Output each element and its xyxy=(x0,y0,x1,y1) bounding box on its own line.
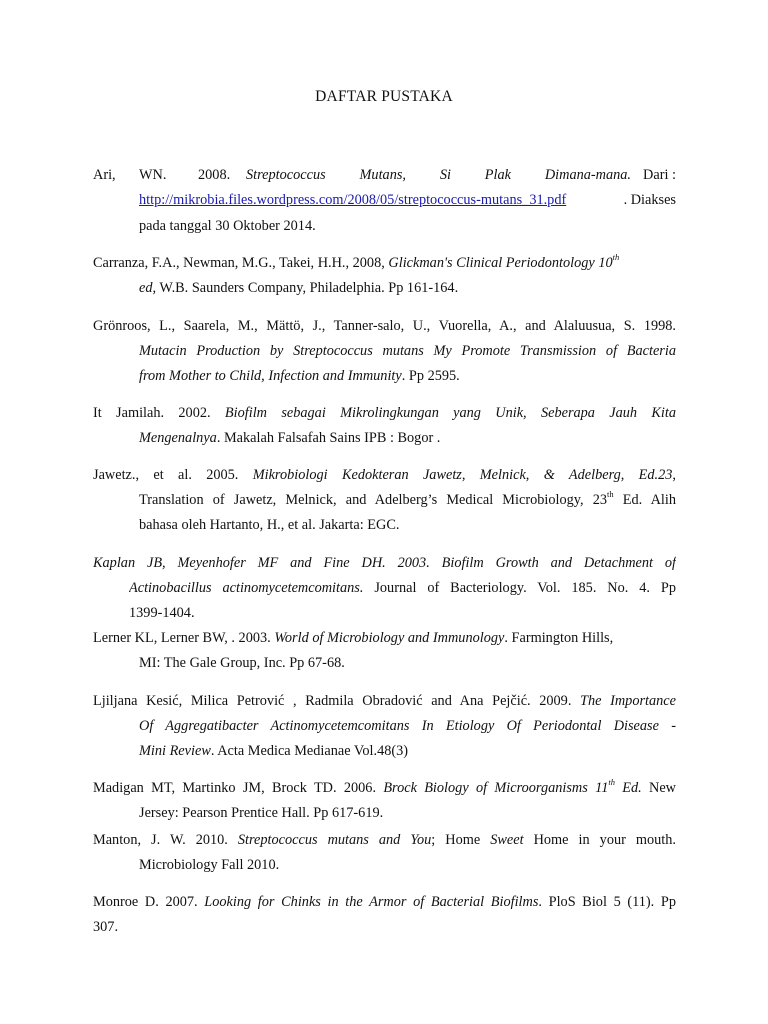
reference-line: Ari, WN. 2008. Streptococcus Mutans, Si Plak Dimana-mana. Dari : xyxy=(93,167,676,183)
reference-line: Mengenalnya. Makalah Falsafah Sains IPB : Bogor . xyxy=(139,430,441,446)
reference-line: Translation of Jawetz, Melnick, and Adelberg’s Medical Microbiology, 23th Ed. Alih xyxy=(139,491,676,508)
reference-line: Kaplan JB, Meyenhofer MF and Fine DH. 2003. Biofilm Growth and Detachment of xyxy=(93,555,676,571)
reference-line: Jersey: Pearson Prentice Hall. Pp 617-619. xyxy=(139,805,384,821)
reference-line: Actinobacillus actinomycetemcomitans. Journal of Bacteriology. Vol. 185. No. 4. Pp xyxy=(129,580,676,596)
page-title: DAFTAR PUSTAKA xyxy=(315,88,453,105)
reference-line: 1399-1404. xyxy=(129,605,195,621)
reference-line: ed, W.B. Saunders Company, Philadelphia. Pp 161-164. xyxy=(139,280,459,296)
reference-line: Jawetz., et al. 2005. Mikrobiologi Kedokteran Jawetz, Melnick, & Adelberg, Ed.23, xyxy=(93,467,676,483)
reference-line: Carranza, F.A., Newman, M.G., Takei, H.H., 2008, Glickman's Clinical Periodontology 10th xyxy=(93,252,620,271)
reference-line: http://mikrobia.files.wordpress.com/2008/05/streptococcus-mutans_31.pdf . Diakses xyxy=(139,192,676,208)
reference-line: Grönroos, L., Saarela, M., Mättö, J., Tanner-salo, U., Vuorella, A., and Alaluusua, S. 1998. xyxy=(93,318,676,334)
reference-line: Madigan MT, Martinko JM, Brock TD. 2006. Brock Biology of Microorganisms 11th Ed. New xyxy=(93,779,676,796)
reference-line: pada tanggal 30 Oktober 2014. xyxy=(139,218,316,234)
reference-line: Microbiology Fall 2010. xyxy=(139,857,280,873)
reference-line: It Jamilah. 2002. Biofilm sebagai Mikrolingkungan yang Unik, Seberapa Jauh Kita xyxy=(93,405,676,421)
reference-url-link[interactable]: http://mikrobia.files.wordpress.com/2008/05/streptococcus-mutans_31.pdf xyxy=(139,192,567,208)
reference-line: Ljiljana Kesić, Milica Petrović , Radmila Obradović and Ana Pejčić. 2009. The Importance xyxy=(93,693,676,709)
reference-line: MI: The Gale Group, Inc. Pp 67-68. xyxy=(139,655,345,671)
reference-line: 307. xyxy=(93,919,119,935)
reference-line: Monroe D. 2007. Looking for Chinks in the Armor of Bacterial Biofilms. PloS Biol 5 (11). Pp xyxy=(93,894,676,910)
reference-line: Lerner KL, Lerner BW, . 2003. World of Microbiology and Immunology. Farmington Hills, xyxy=(93,630,614,646)
reference-line: Mutacin Production by Streptococcus mutans My Promote Transmission of Bacteria xyxy=(139,343,676,359)
reference-line: from Mother to Child, Infection and Immunity. Pp 2595. xyxy=(139,368,460,384)
reference-line: Manton, J. W. 2010. Streptococcus mutans and You; Home Sweet Home in your mouth. xyxy=(93,832,676,848)
reference-line: bahasa oleh Hartanto, H., et al. Jakarta: EGC. xyxy=(139,517,400,533)
reference-line: Of Aggregatibacter Actinomycetemcomitans In Etiology Of Periodontal Disease - xyxy=(139,718,676,734)
reference-line: Mini Review. Acta Medica Medianae Vol.48(3) xyxy=(139,743,409,759)
